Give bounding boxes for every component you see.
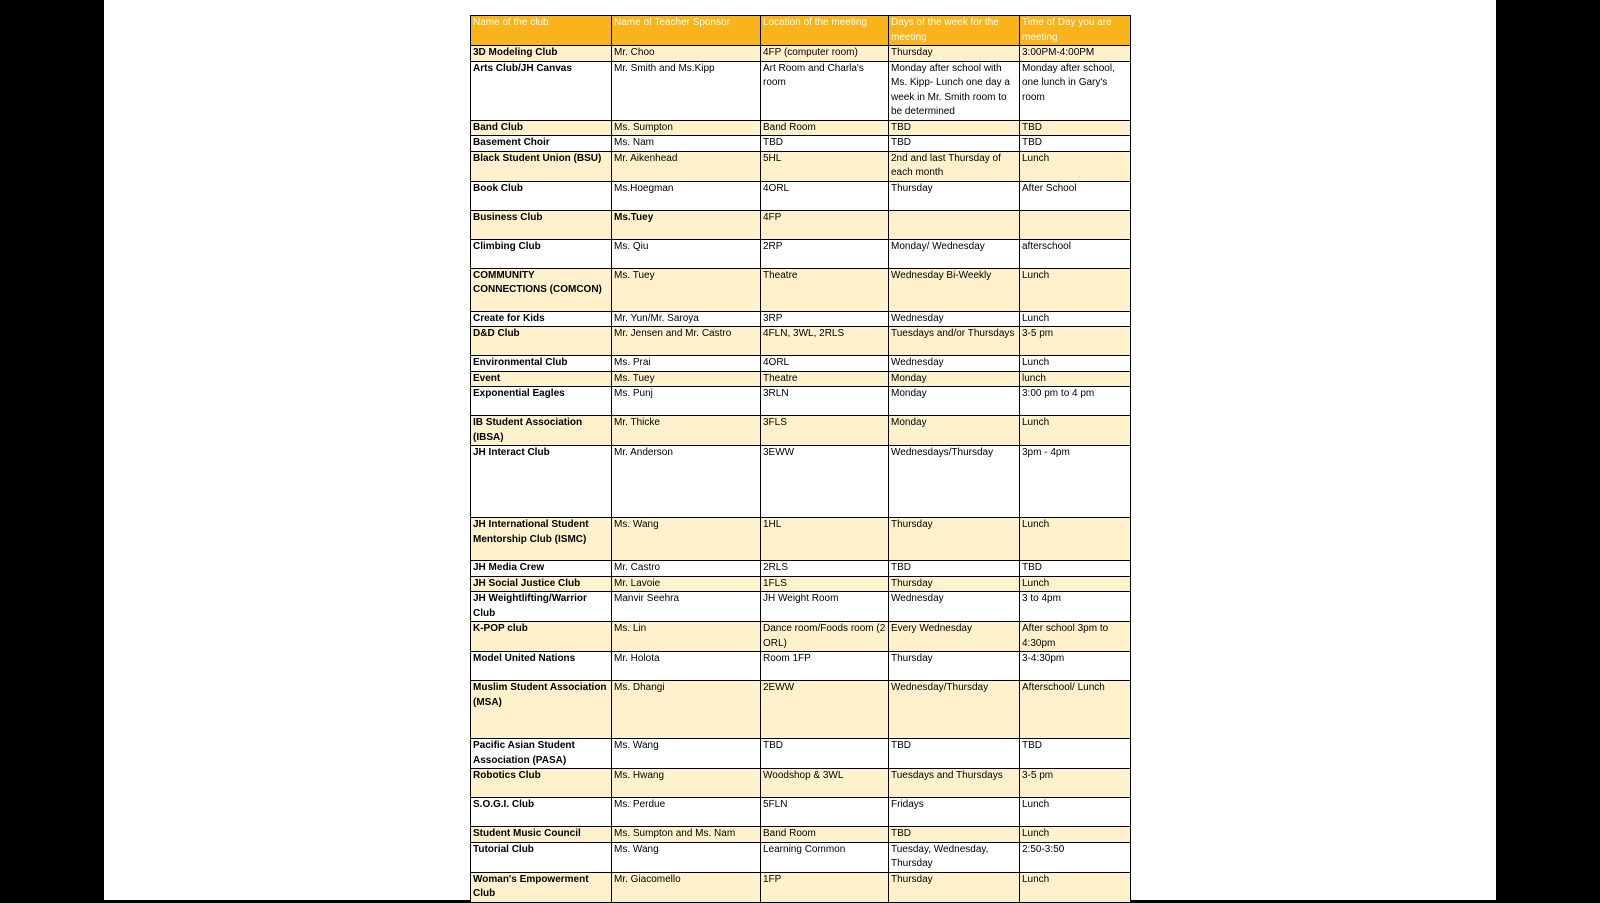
cell-time: Lunch [1020, 268, 1131, 311]
cell-days: Wednesday [889, 356, 1020, 372]
cell-location: 5HL [761, 151, 889, 181]
cell-club: JH Social Justice Club [471, 576, 612, 592]
cell-club: 3D Modeling Club [471, 46, 612, 62]
cell-club: Basement Choir [471, 136, 612, 152]
cell-days: Thursday [889, 576, 1020, 592]
cell-days: Monday [889, 371, 1020, 387]
cell-sponsor: Ms. Sumpton [612, 120, 761, 136]
table-row [471, 181, 1131, 210]
cell-club: Woman's Empowerment Club [471, 872, 612, 902]
cell-sponsor: Ms. Tuey [612, 371, 761, 387]
cell-days: TBD [889, 120, 1020, 136]
cell-days: Thursday [889, 652, 1020, 681]
cell-club: JH Media Crew [471, 561, 612, 577]
cell-club: Pacific Asian Student Association (PASA) [471, 739, 612, 769]
cell-sponsor: Ms. Sumpton and Ms. Nam [612, 827, 761, 843]
cell-time: afterschool [1020, 239, 1131, 268]
cell-club: IB Student Association (IBSA) [471, 416, 612, 446]
cell-sponsor: Ms. Nam [612, 136, 761, 152]
cell-location: JH Weight Room [761, 592, 889, 622]
cell-sponsor: Manvir Seehra [612, 592, 761, 622]
clubs-table [470, 15, 1131, 903]
cell-days: Monday [889, 416, 1020, 446]
table-row [471, 120, 1131, 136]
cell-time: Lunch [1020, 416, 1131, 446]
cell-days: Monday/ Wednesday [889, 239, 1020, 268]
cell-location: Dance room/Foods room (2 ORL) [761, 622, 889, 652]
cell-time: 3-5 pm [1020, 769, 1131, 798]
cell-sponsor: Ms.Hoegman [612, 181, 761, 210]
cell-club: Tutorial Club [471, 842, 612, 872]
cell-club: Model United Nations [471, 652, 612, 681]
cell-location: 2RP [761, 239, 889, 268]
cell-time: Lunch [1020, 827, 1131, 843]
cell-location: Room 1FP [761, 652, 889, 681]
cell-days: Fridays [889, 798, 1020, 827]
cell-time: Afterschool/ Lunch [1020, 681, 1131, 739]
table-row [471, 622, 1131, 652]
cell-days: Tuesdays and/or Thursdays [889, 327, 1020, 356]
table-row [471, 652, 1131, 681]
cell-sponsor: Mr. Giacomello [612, 872, 761, 902]
cell-location: 4FP [761, 210, 889, 239]
cell-sponsor: Ms. Punj [612, 387, 761, 416]
cell-time: TBD [1020, 561, 1131, 577]
cell-location: Learning Common [761, 842, 889, 872]
table-row [471, 561, 1131, 577]
table-row [471, 151, 1131, 181]
cell-club: Event [471, 371, 612, 387]
table-row [471, 327, 1131, 356]
cell-sponsor: Ms. Lin [612, 622, 761, 652]
cell-club: Create for Kids [471, 311, 612, 327]
table-row [471, 268, 1131, 311]
cell-club: JH International Student Mentorship Club (ISMC) [471, 518, 612, 561]
cell-location: Art Room and Charla's room [761, 61, 889, 120]
document-page [104, 0, 1496, 900]
cell-location: Band Room [761, 827, 889, 843]
cell-time: TBD [1020, 739, 1131, 769]
cell-location: 4FLN, 3WL, 2RLS [761, 327, 889, 356]
cell-location: 5FLN [761, 798, 889, 827]
cell-days: TBD [889, 561, 1020, 577]
cell-location: 1FLS [761, 576, 889, 592]
table-row [471, 769, 1131, 798]
cell-location: 1FP [761, 872, 889, 902]
table-row [471, 311, 1131, 327]
cell-sponsor: Mr. Yun/Mr. Saroya [612, 311, 761, 327]
cell-club: COMMUNITY CONNECTIONS (COMCON) [471, 268, 612, 311]
cell-club: JH Interact Club [471, 446, 612, 518]
cell-sponsor: Mr. Jensen and Mr. Castro [612, 327, 761, 356]
table-row [471, 387, 1131, 416]
cell-days: Tuesday, Wednesday, Thursday [889, 842, 1020, 872]
cell-club: Business Club [471, 210, 612, 239]
cell-location: 4ORL [761, 356, 889, 372]
table-row [471, 739, 1131, 769]
cell-days: Wednesday [889, 311, 1020, 327]
cell-club: Band Club [471, 120, 612, 136]
cell-club: Black Student Union (BSU) [471, 151, 612, 181]
cell-time: 3-5 pm [1020, 327, 1131, 356]
cell-sponsor: Mr. Castro [612, 561, 761, 577]
cell-location: 4FP (computer room) [761, 46, 889, 62]
cell-sponsor: Ms. Qiu [612, 239, 761, 268]
cell-time: Lunch [1020, 798, 1131, 827]
cell-location: 2EWW [761, 681, 889, 739]
cell-club: S.O.G.I. Club [471, 798, 612, 827]
table-row [471, 210, 1131, 239]
cell-club: JH Weightlifting/Warrior Club [471, 592, 612, 622]
cell-club: D&D Club [471, 327, 612, 356]
cell-club: Robotics Club [471, 769, 612, 798]
cell-time: 3:00PM-4:00PM [1020, 46, 1131, 62]
cell-days: 2nd and last Thursday of each month [889, 151, 1020, 181]
cell-days: TBD [889, 827, 1020, 843]
cell-time: Lunch [1020, 872, 1131, 902]
cell-time: Lunch [1020, 151, 1131, 181]
table-row [471, 827, 1131, 843]
cell-sponsor: Ms.Tuey [612, 210, 761, 239]
cell-time: 3:00 pm to 4 pm [1020, 387, 1131, 416]
cell-days: Wednesday Bi-Weekly [889, 268, 1020, 311]
cell-days: Tuesdays and Thursdays [889, 769, 1020, 798]
cell-club: Book Club [471, 181, 612, 210]
cell-time: lunch [1020, 371, 1131, 387]
cell-time: 3 to 4pm [1020, 592, 1131, 622]
cell-days: Thursday [889, 518, 1020, 561]
cell-time: After school 3pm to 4:30pm [1020, 622, 1131, 652]
cell-location: 2RLS [761, 561, 889, 577]
table-row [471, 46, 1131, 62]
table-row [471, 239, 1131, 268]
cell-days: Monday [889, 387, 1020, 416]
header-location: Location of the meeting [761, 16, 889, 46]
cell-sponsor: Mr. Holota [612, 652, 761, 681]
cell-days: TBD [889, 739, 1020, 769]
cell-location: 3FLS [761, 416, 889, 446]
cell-sponsor: Ms. Prai [612, 356, 761, 372]
header-teacher-sponsor: Name of Teacher Sponsor [612, 16, 761, 46]
cell-time [1020, 210, 1131, 239]
cell-time: 2:50-3:50 [1020, 842, 1131, 872]
cell-sponsor: Ms. Tuey [612, 268, 761, 311]
table-row [471, 681, 1131, 739]
cell-club: Environmental Club [471, 356, 612, 372]
cell-sponsor: Mr. Smith and Ms.Kipp [612, 61, 761, 120]
cell-time: TBD [1020, 120, 1131, 136]
header-days: Days of the week for the meeting [889, 16, 1020, 46]
table-row [471, 592, 1131, 622]
cell-sponsor: Ms. Wang [612, 518, 761, 561]
cell-time: Lunch [1020, 311, 1131, 327]
cell-location: Theatre [761, 268, 889, 311]
table-row [471, 446, 1131, 518]
table-row [471, 842, 1131, 872]
cell-time: TBD [1020, 136, 1131, 152]
cell-club: Muslim Student Association (MSA) [471, 681, 612, 739]
cell-club: K-POP club [471, 622, 612, 652]
cell-days: Wednesdays/Thursday [889, 446, 1020, 518]
cell-time: 3pm - 4pm [1020, 446, 1131, 518]
cell-club: Exponential Eagles [471, 387, 612, 416]
cell-location: 4ORL [761, 181, 889, 210]
table-row [471, 356, 1131, 372]
table-row [471, 576, 1131, 592]
cell-sponsor: Mr. Lavoie [612, 576, 761, 592]
cell-sponsor: Ms. Dhangi [612, 681, 761, 739]
cell-location: Woodshop & 3WL [761, 769, 889, 798]
table-row [471, 798, 1131, 827]
cell-sponsor: Ms. Perdue [612, 798, 761, 827]
cell-location: Band Room [761, 120, 889, 136]
cell-days: Thursday [889, 872, 1020, 902]
cell-sponsor: Ms. Wang [612, 842, 761, 872]
cell-sponsor: Ms. Wang [612, 739, 761, 769]
cell-time: Monday after school, one lunch in Gary's room [1020, 61, 1131, 120]
cell-time: Lunch [1020, 576, 1131, 592]
cell-location: 3RLN [761, 387, 889, 416]
cell-club: Climbing Club [471, 239, 612, 268]
cell-sponsor: Mr. Thicke [612, 416, 761, 446]
cell-location: Theatre [761, 371, 889, 387]
cell-time: 3-4:30pm [1020, 652, 1131, 681]
cell-days: Thursday [889, 46, 1020, 62]
cell-location: 1HL [761, 518, 889, 561]
table-row [471, 371, 1131, 387]
cell-days [889, 210, 1020, 239]
cell-days: Wednesday [889, 592, 1020, 622]
cell-days: TBD [889, 136, 1020, 152]
cell-time: Lunch [1020, 356, 1131, 372]
cell-days: Monday after school with Ms. Kipp- Lunch one day a week in Mr. Smith room to be determined [889, 61, 1020, 120]
cell-sponsor: Mr. Choo [612, 46, 761, 62]
table-row [471, 61, 1131, 120]
cell-location: 3RP [761, 311, 889, 327]
table-row [471, 872, 1131, 902]
cell-days: Thursday [889, 181, 1020, 210]
cell-days: Every Wednesday [889, 622, 1020, 652]
cell-location: TBD [761, 739, 889, 769]
table-row [471, 136, 1131, 152]
table-row [471, 416, 1131, 446]
table-row [471, 518, 1131, 561]
cell-club: Student Music Council [471, 827, 612, 843]
cell-sponsor: Mr. Aikenhead [612, 151, 761, 181]
table-header-row [471, 16, 1131, 46]
cell-sponsor: Ms. Hwang [612, 769, 761, 798]
cell-club: Arts Club/JH Canvas [471, 61, 612, 120]
cell-sponsor: Mr. Anderson [612, 446, 761, 518]
cell-time: Lunch [1020, 518, 1131, 561]
header-time: Time of Day you are meeting [1020, 16, 1131, 46]
header-club-name: Name of the club [471, 16, 612, 46]
cell-location: TBD [761, 136, 889, 152]
cell-time: After School [1020, 181, 1131, 210]
cell-location: 3EWW [761, 446, 889, 518]
cell-days: Wednesday/Thursday [889, 681, 1020, 739]
